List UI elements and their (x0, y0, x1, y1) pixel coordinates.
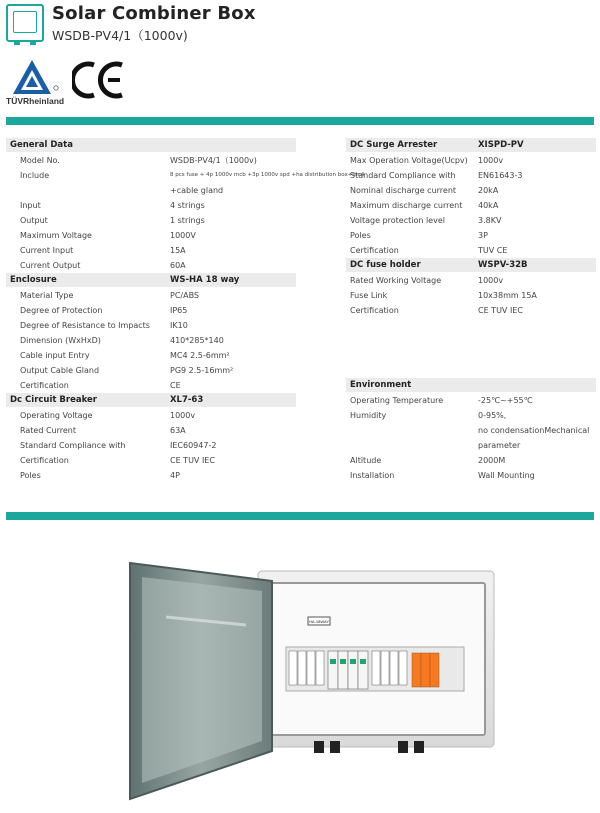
spec-value: 4 strings (170, 201, 205, 210)
section-model: WSPV-32B (478, 260, 528, 270)
spec-row (6, 378, 296, 393)
spec-row (346, 468, 596, 483)
page-subtitle: WSDB-PV4/1（1000v) (52, 28, 188, 43)
spec-value: PG9 2.5-16mm² (170, 366, 234, 375)
spec-label: Material Type (20, 291, 74, 300)
spec-row (6, 168, 365, 183)
section-model: XISPD-PV (478, 140, 524, 150)
spec-row (6, 228, 296, 243)
spec-value: EN61643-3 (478, 171, 523, 180)
spec-row (346, 153, 596, 168)
combiner-box-icon (6, 4, 44, 42)
spec-label: Rated Working Voltage (350, 276, 442, 285)
spec-label: Voltage protection level (350, 216, 445, 225)
spec-row (6, 318, 296, 333)
spec-label: Poles (20, 471, 41, 480)
spec-row (6, 153, 296, 168)
spec-value: 20kA (478, 186, 499, 195)
spec-value: CE TUV IEC (478, 306, 523, 315)
spec-row (346, 333, 596, 348)
spec-value: WSDB-PV4/1（1000v) (170, 156, 257, 165)
spec-label: Installation (350, 471, 395, 480)
section-title: General Data (10, 140, 73, 150)
section-model: WS-HA 18 way (170, 275, 240, 285)
spec-row (6, 183, 296, 198)
spec-label: Max Operation Voltage(Ucpv) (350, 156, 468, 165)
spec-row (346, 303, 596, 318)
spec-row (346, 213, 596, 228)
spec-label: Certification (350, 306, 399, 315)
spec-row (346, 363, 596, 378)
spec-value: 3.8KV (478, 216, 502, 225)
spec-value: PC/ABS (170, 291, 200, 300)
spec-label: Standard Compliance with (350, 171, 456, 180)
spec-value: 0-95%, (478, 411, 507, 420)
spec-row (346, 198, 596, 213)
spec-row (346, 423, 596, 438)
spec-value: IP65 (170, 306, 188, 315)
tuv-rheinland-text: TÜVRheinland (6, 96, 65, 106)
spec-label: Input (20, 201, 41, 210)
spec-row (346, 453, 596, 468)
spec-label: Rated Current (20, 426, 77, 435)
spec-label: Model No. (20, 156, 60, 165)
spec-value: CE (170, 381, 181, 390)
spec-row (346, 408, 596, 423)
ce-mark-logo (72, 60, 126, 100)
spec-row (6, 198, 296, 213)
section-header (6, 393, 296, 407)
spec-value: parameter (478, 441, 521, 450)
section-model: XL7-63 (170, 395, 204, 405)
spec-value: 410*285*140 (170, 336, 224, 345)
spec-label: Degree of Protection (20, 306, 103, 315)
spec-value: IK10 (170, 321, 188, 330)
spec-label: Maximum Voltage (20, 231, 92, 240)
spec-value: 3P (478, 231, 488, 240)
spec-row (346, 393, 596, 408)
spec-row (346, 438, 596, 453)
spec-value: 1000V (170, 231, 196, 240)
spec-label: Degree of Resistance to Impacts (20, 321, 150, 330)
spec-row (346, 318, 596, 333)
spec-column-left (6, 138, 365, 483)
spec-row (346, 183, 596, 198)
section-header (6, 138, 296, 152)
spec-value: Wall Mounting (478, 471, 535, 480)
section-title: Dc Circuit Breaker (10, 395, 97, 405)
section-title: Environment (350, 380, 412, 390)
spec-row (346, 348, 596, 363)
spec-value: 60A (170, 261, 186, 270)
spec-value: CE TUV IEC (170, 456, 215, 465)
spec-value: 8 pcs fuse + 4p 1000v mcb +3p 1000v spd +ha distribution box+mc4 (170, 172, 365, 178)
spec-value: +cable gland (170, 186, 224, 195)
spec-label: Current Output (20, 261, 81, 270)
spec-label: Humidity (350, 411, 387, 420)
combiner-box-photo (126, 555, 498, 805)
spec-label: Dimension (WxHxD) (20, 336, 101, 345)
section-header (346, 138, 596, 152)
spec-row (346, 168, 596, 183)
spec-label: Fuse Link (350, 291, 388, 300)
spec-row (6, 453, 296, 468)
section-title: DC Surge Arrester (350, 140, 438, 150)
spec-row (6, 243, 296, 258)
spec-label: Output Cable Gland (20, 366, 100, 375)
spec-value: no condensationMechanical (478, 426, 590, 435)
spec-label: Current Input (20, 246, 74, 255)
spec-value: 1000v (478, 276, 504, 285)
spec-row (346, 273, 596, 288)
spec-row (6, 333, 296, 348)
spec-row (6, 213, 296, 228)
spec-row (6, 363, 296, 378)
spec-row (6, 288, 296, 303)
spec-label: Cable input Entry (20, 351, 90, 360)
section-header (6, 273, 296, 287)
spec-row (6, 423, 296, 438)
section-header (346, 378, 596, 392)
spec-label: Standard Compliance with (20, 441, 126, 450)
spec-label: Certification (20, 381, 69, 390)
spec-value: 63A (170, 426, 186, 435)
spec-column-right (346, 138, 596, 483)
spec-value: 1 strings (170, 216, 205, 225)
spec-row (6, 468, 296, 483)
accent-bar-bottom (6, 512, 594, 520)
spec-value: 15A (170, 246, 186, 255)
spec-value: MC4 2.5-6mm² (170, 351, 230, 360)
spec-row (346, 288, 596, 303)
spec-label: Operating Voltage (20, 411, 93, 420)
spec-row (346, 243, 596, 258)
spec-value: 2000M (478, 456, 506, 465)
spec-value: 10x38mm 15A (478, 291, 537, 300)
section-header (346, 258, 596, 272)
spec-label: Output (20, 216, 48, 225)
spec-row (346, 228, 596, 243)
spec-value: 40kA (478, 201, 499, 210)
spec-row (6, 438, 296, 453)
enclosure-label: HA-18WAY (309, 619, 330, 624)
spec-label: Altitude (350, 456, 382, 465)
spec-label: Maximum discharge current (350, 201, 463, 210)
spec-label: Poles (350, 231, 371, 240)
spec-label: Nominal discharge current (350, 186, 457, 195)
spec-value: TUV CE (478, 246, 508, 255)
accent-bar-top (6, 117, 594, 125)
spec-value: -25℃~+55℃ (478, 396, 533, 405)
page-title: Solar Combiner Box (52, 3, 256, 24)
spec-value: 1000v (170, 411, 196, 420)
spec-row (6, 258, 296, 273)
section-title: Enclosure (10, 275, 57, 285)
spec-row (6, 408, 296, 423)
spec-value: IEC60947-2 (170, 441, 217, 450)
spec-row (6, 348, 296, 363)
spec-value: 1000v (478, 156, 504, 165)
spec-label: Operating Temperature (350, 396, 444, 405)
spec-value: 4P (170, 471, 180, 480)
spec-label: Include (20, 171, 50, 180)
spec-row (6, 303, 296, 318)
spec-label: Certification (20, 456, 69, 465)
section-title: DC fuse holder (350, 260, 421, 270)
spec-label: Certification (350, 246, 399, 255)
